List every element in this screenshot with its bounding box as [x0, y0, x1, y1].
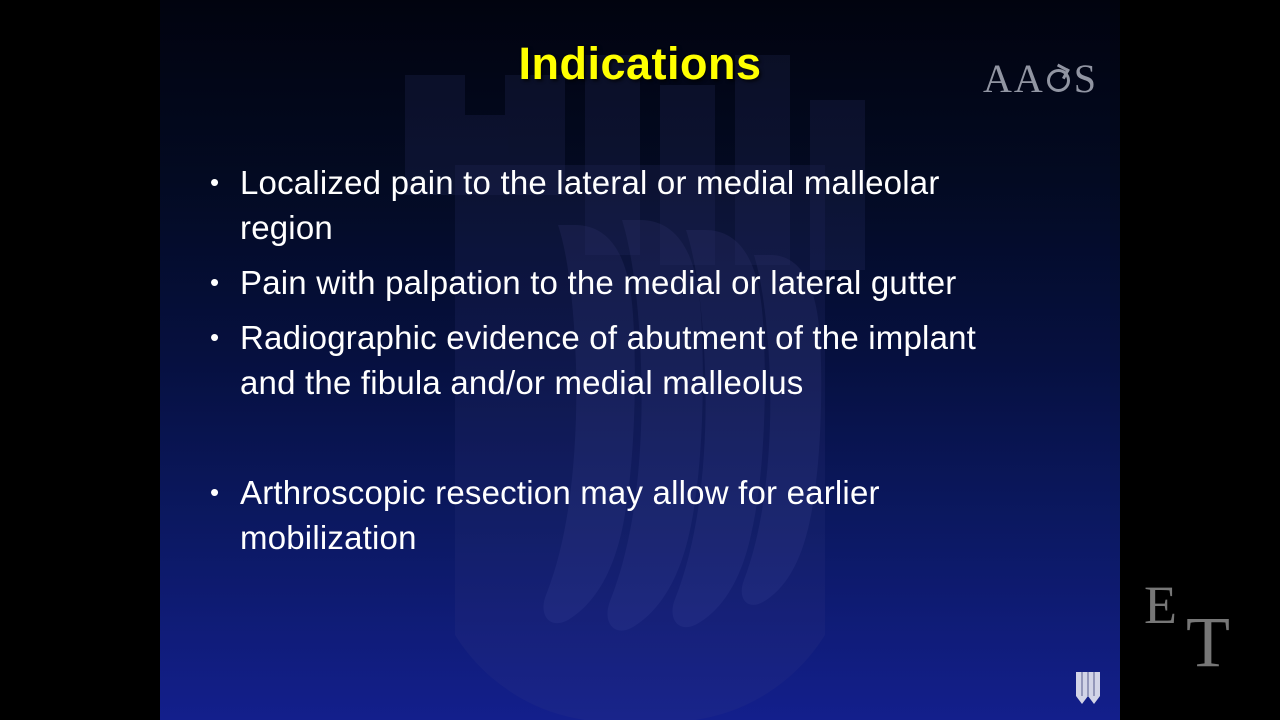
slide-bullet-list: [210, 160, 1090, 570]
list-item: [210, 260, 1090, 305]
bullet-text: Pain with palpation to the medial or lateral gutter: [240, 264, 957, 301]
bullet-text: Arthroscopic resection may allow for earlier mobilization: [240, 474, 880, 556]
bullet-dot-icon: •: [210, 167, 220, 197]
et-letter-t: T: [1186, 602, 1230, 682]
slide-title: Indications: [518, 38, 762, 89]
list-item: [210, 315, 1090, 405]
et-letter-e: E: [1144, 575, 1177, 635]
bullet-dot-icon: •: [210, 267, 220, 297]
list-item: [210, 160, 1090, 250]
presentation-slide: [160, 0, 1120, 720]
bullet-dot-icon: •: [210, 322, 220, 352]
bullet-dot-icon: •: [210, 477, 220, 507]
et-watermark-logo: [1144, 575, 1254, 682]
list-item: [210, 470, 1090, 560]
bullet-text: Radiographic evidence of abutment of the implant and the fibula and/or medial malleolus: [240, 319, 977, 401]
bullet-text: Localized pain to the lateral or medial malleolar region: [240, 164, 940, 246]
book-emblem-icon: [1074, 670, 1102, 706]
aaos-logo-text-after: S: [1073, 56, 1098, 101]
aaos-logo-text-before: AA: [982, 56, 1045, 101]
aaos-logo: [983, 55, 1098, 102]
aaos-ring-icon: [1046, 68, 1073, 95]
